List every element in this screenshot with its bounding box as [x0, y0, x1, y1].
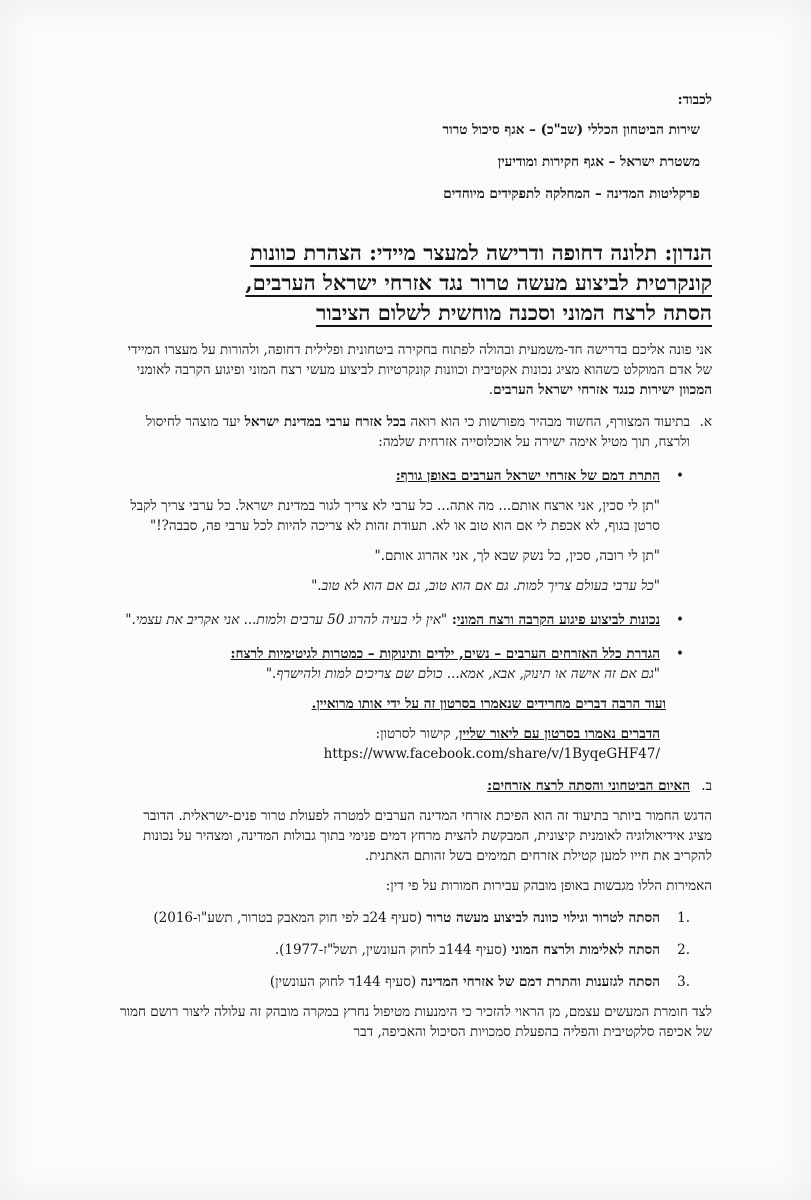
item-body [118, 972, 660, 992]
section-b [118, 776, 712, 796]
section-a [118, 412, 712, 764]
bullet-heading: נכונות לביצוע פיגוע הקרבה ורצח המוני [456, 612, 660, 628]
intro-paragraph [118, 340, 712, 400]
quote: "אין לי בעיה להרוג 50 ערבים ולמות... אני אקריב את עצמי." [125, 612, 448, 628]
item-body [118, 908, 660, 928]
more-statement: ועוד הרבה דברים מחרידים שנאמרו בסרטון זה על ידי אותו מרואיין. [311, 696, 666, 712]
bullet-heading: התרת דמם של אזרחי ישראל הערבים באופן גורף: [395, 468, 660, 484]
closing-paragraph: לצד חומרת המעשים עצמם, מן הראוי להזכיר כי הימנעות מטיפול נחרץ במקרה מובהק זה עלולה ליצור רושם חמור של אכיפה סלקטיבית והפליה בהפעלת סמכויות הסיכול והאכיפה, דבר [119, 1004, 712, 1040]
section-b-heading: האיום הביטחוני והסתה לרצח אזרחים: [487, 778, 690, 794]
list-item [118, 466, 690, 596]
section-b-paragraph: האמירות הללו מגבשות באופן מובהק עבירות חמורות על פי דין: [385, 878, 712, 894]
section-a-text: בתיעוד המצורף, החשוד מבהיר מפורשות כי הוא רואה [406, 414, 690, 430]
bullet-icon: • [676, 646, 684, 662]
addressee-line: פרקליטות המדינה – המחלקה לתפקידים מיוחדים [443, 186, 700, 202]
offense-citation: (סעיף 144ד לחוק העונשין) [269, 974, 421, 990]
quote: "תן לי רובה, סכין, כל נשק שבא לך, אני אהרוג אותם." [374, 548, 660, 564]
offense-title: הסתה לטרור וגילוי כוונה לביצוע מעשה טרור [426, 910, 660, 926]
list-item [118, 610, 690, 630]
offense-title: הסתה לגזענות והתרת דמם של אזרחי המדינה [420, 974, 660, 990]
quote: "תן לי סכין, אני ארצח אותם... מה אתה... כל ערבי לא צריך לגור במדינת ישראל. כל ערבי צריך לקבל סרטן בגוף, לא אכפת לי אם הוא טוב או לא. תעודת זהות לא צריכה להיות לכל ערבי פה, סבבה?!" [130, 498, 660, 534]
bullet-body [118, 644, 660, 684]
offense-title: הסתה לאלימות ולרצח המוני [511, 942, 660, 958]
bullet-icon: • [676, 612, 684, 628]
section-a-body [118, 412, 690, 764]
greeting: לכבוד: [677, 92, 712, 108]
section-a-bold: בכל אזרח ערבי במדינת ישראל [244, 414, 407, 430]
video-reference [118, 724, 660, 764]
section-a-text-end: יעד מוצהר לחיסול ולרצח, תוך מטיל אימה ישירה על אוכלוסייה אזרחית שלמה: [145, 414, 690, 450]
list-item [118, 940, 690, 960]
item-number: .1 [677, 910, 690, 926]
subject-line-3: הסתה לרצח המוני וסכנה מוחשית לשלום הציבור [316, 300, 712, 325]
subject-heading [118, 238, 712, 328]
intro-text: אני פונה אליכם בדרישה חד-משמעית ובהולה לפתוח בחקירה ביטחונית ופלילית דחופה, ולהורות על מעצרו המיידי של אדם המוקלט כשהוא מציג נכונות אקטיבית וכוונות קונקרטיות לביצוע מעשי רצח המוני ופיגוע הקרבה לאומני [127, 342, 712, 378]
bullet-body: נכונות לביצוע פיגוע הקרבה ורצח המוני: "אין לי בעיה להרוג 50 ערבים ולמות... אני אקריב את עצמי." [125, 612, 660, 628]
subject-line-2: קונקרטית לביצוע מעשה טרור נגד אזרחי ישראל הערבים, [245, 270, 712, 295]
item-number: .2 [677, 942, 690, 958]
addressees-block [118, 92, 712, 202]
item-body [118, 940, 660, 960]
intro-bold: המכוון ישירות כנגד אזרחי ישראל הערבים [493, 382, 712, 398]
list-item [118, 644, 690, 684]
section-b-paragraph: הדגש החמור ביותר בתיעוד זה הוא הפיכת אזרחי המדינה הערבים למטרה לפעולת טרור פנים-ישראלית. הדובר מציג אידיאולוגיה לאומנית קיצונית, המבקשת להצית מרחץ דמים פנימי בתוך גבולות המדינה, ומצהיר על נכונות להקריב את חייו למען קטילת אזרחים תמימים בשל זהותם האתנית. [143, 808, 712, 864]
list-item [118, 908, 690, 928]
quote: "גם אם זה אישה או תינוק, אבא, אמא... כולם שם צריכים למות ולהישרף." [265, 666, 660, 682]
video-link-label: , קישור לסרטון: [375, 726, 460, 742]
offenses-list [118, 908, 690, 992]
addressee-line: שירות הביטחון הכללי (שב"כ) – אגף סיכול טרור [442, 122, 700, 138]
quote: "כל ערבי בעולם צריך למות. גם אם הוא טוב, גם אם הוא לא טוב." [311, 578, 660, 594]
offense-citation: (סעיף 24ב לפי חוק המאבק בטרור, תשע"ו-2016) [153, 910, 427, 926]
bullet-body [118, 466, 660, 596]
video-link[interactable]: https://www.facebook.com/share/v/1ByqeGHF47/ [323, 746, 660, 762]
intro-end: . [488, 382, 494, 398]
section-a-marker: א. [699, 414, 712, 430]
bullet-icon: • [676, 468, 684, 484]
subject-line-1: הנדון: תלונה דחופה ודרישה למעצר מיידי: הצהרת כוונות [250, 240, 712, 265]
addressee-line: משטרת ישראל – אגף חקירות ומודיעין [497, 154, 700, 170]
list-item [118, 972, 690, 992]
bullet-heading: הגדרת כלל האזרחים הערבים – נשים, ילדים ותינוקות – כמטרות לגיטימיות לרצח: [230, 646, 660, 662]
section-a-intro [118, 412, 690, 452]
letter-body [118, 92, 712, 1042]
item-number: .3 [677, 974, 690, 990]
video-bold: הדברים נאמרו בסרטון עם ליאור שליין [459, 726, 660, 742]
offense-citation: (סעיף 144ב לחוק העונשין, תשל"ז-1977). [274, 942, 512, 958]
section-b-marker: ב. [701, 778, 712, 794]
